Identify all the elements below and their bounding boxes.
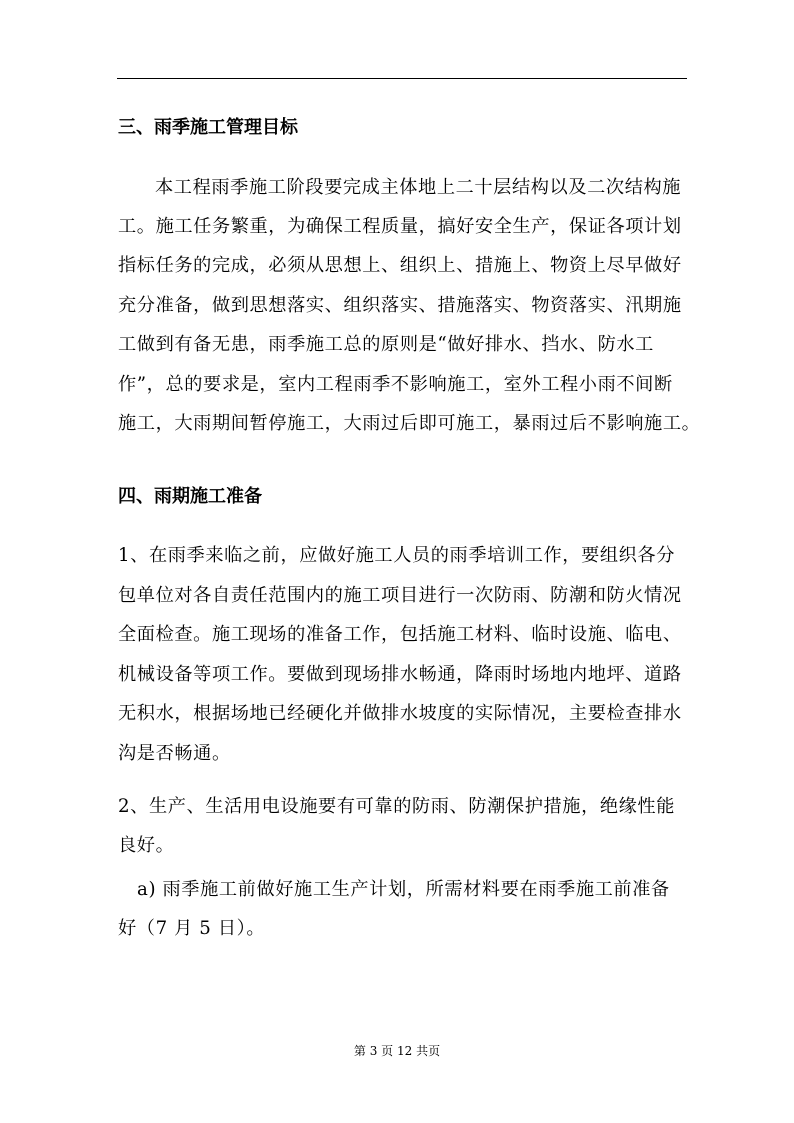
section-3-line: 工。施工任务繁重，为确保工程质量，搞好安全生产，保证各项计划 — [118, 216, 682, 237]
section-3-line: 施工，大雨期间暂停施工，大雨过后即可施工，暴雨过后不影响施工。 — [118, 413, 701, 434]
section-3-heading: 三、雨季施工管理目标 — [118, 117, 298, 138]
item-2-line: 2、生产、生活用电设施要有可靠的防雨、防潮保护措施，绝缘性能 — [118, 796, 676, 817]
section-3-line: 指标任务的完成，必须从思想上、组织上、措施上、物资上尽早做好 — [118, 255, 682, 276]
header-rule — [117, 78, 687, 79]
section-3-line: 本工程雨季施工阶段要完成主体地上二十层结构以及二次结构施 — [155, 177, 682, 198]
item-1-line: 包单位对各自责任范围内的施工项目进行一次防雨、防潮和防火情况 — [118, 585, 682, 606]
page-footer: 第 3 页 12 共页 — [353, 1044, 441, 1058]
item-1-line: 1、在雨季来临之前，应做好施工人员的雨季培训工作，要组织各分 — [118, 545, 676, 566]
section-3-line: 工做到有备无患，雨季施工总的原则是“做好排水、挡水、防水工 — [118, 334, 654, 355]
section-3-line: 充分准备，做到思想落实、组织落实、措施落实、物资落实、汛期施 — [118, 295, 682, 316]
item-1-line: 沟是否畅通。 — [118, 743, 231, 764]
section-3-line: 作”，总的要求是，室内工程雨季不影响施工，室外工程小雨不间断 — [118, 374, 673, 395]
item-2-line: 良好。 — [118, 835, 175, 856]
section-4-heading: 四、雨期施工准备 — [118, 486, 262, 507]
item-1-line: 无积水，根据场地已经硬化并做排水坡度的实际情况，主要检查排水 — [118, 703, 682, 724]
sub-item-a-line: a) 雨季施工前做好施工生产计划，所需材料要在雨季施工前准备 — [137, 879, 670, 900]
item-1-line: 全面检查。施工现场的准备工作，包括施工材料、临时设施、临电、 — [118, 624, 682, 645]
sub-item-a-line: 好（7 月 5 日）。 — [118, 918, 266, 939]
item-1-line: 机械设备等项工作。要做到现场排水畅通，降雨时场地内地坪、道路 — [118, 664, 682, 685]
